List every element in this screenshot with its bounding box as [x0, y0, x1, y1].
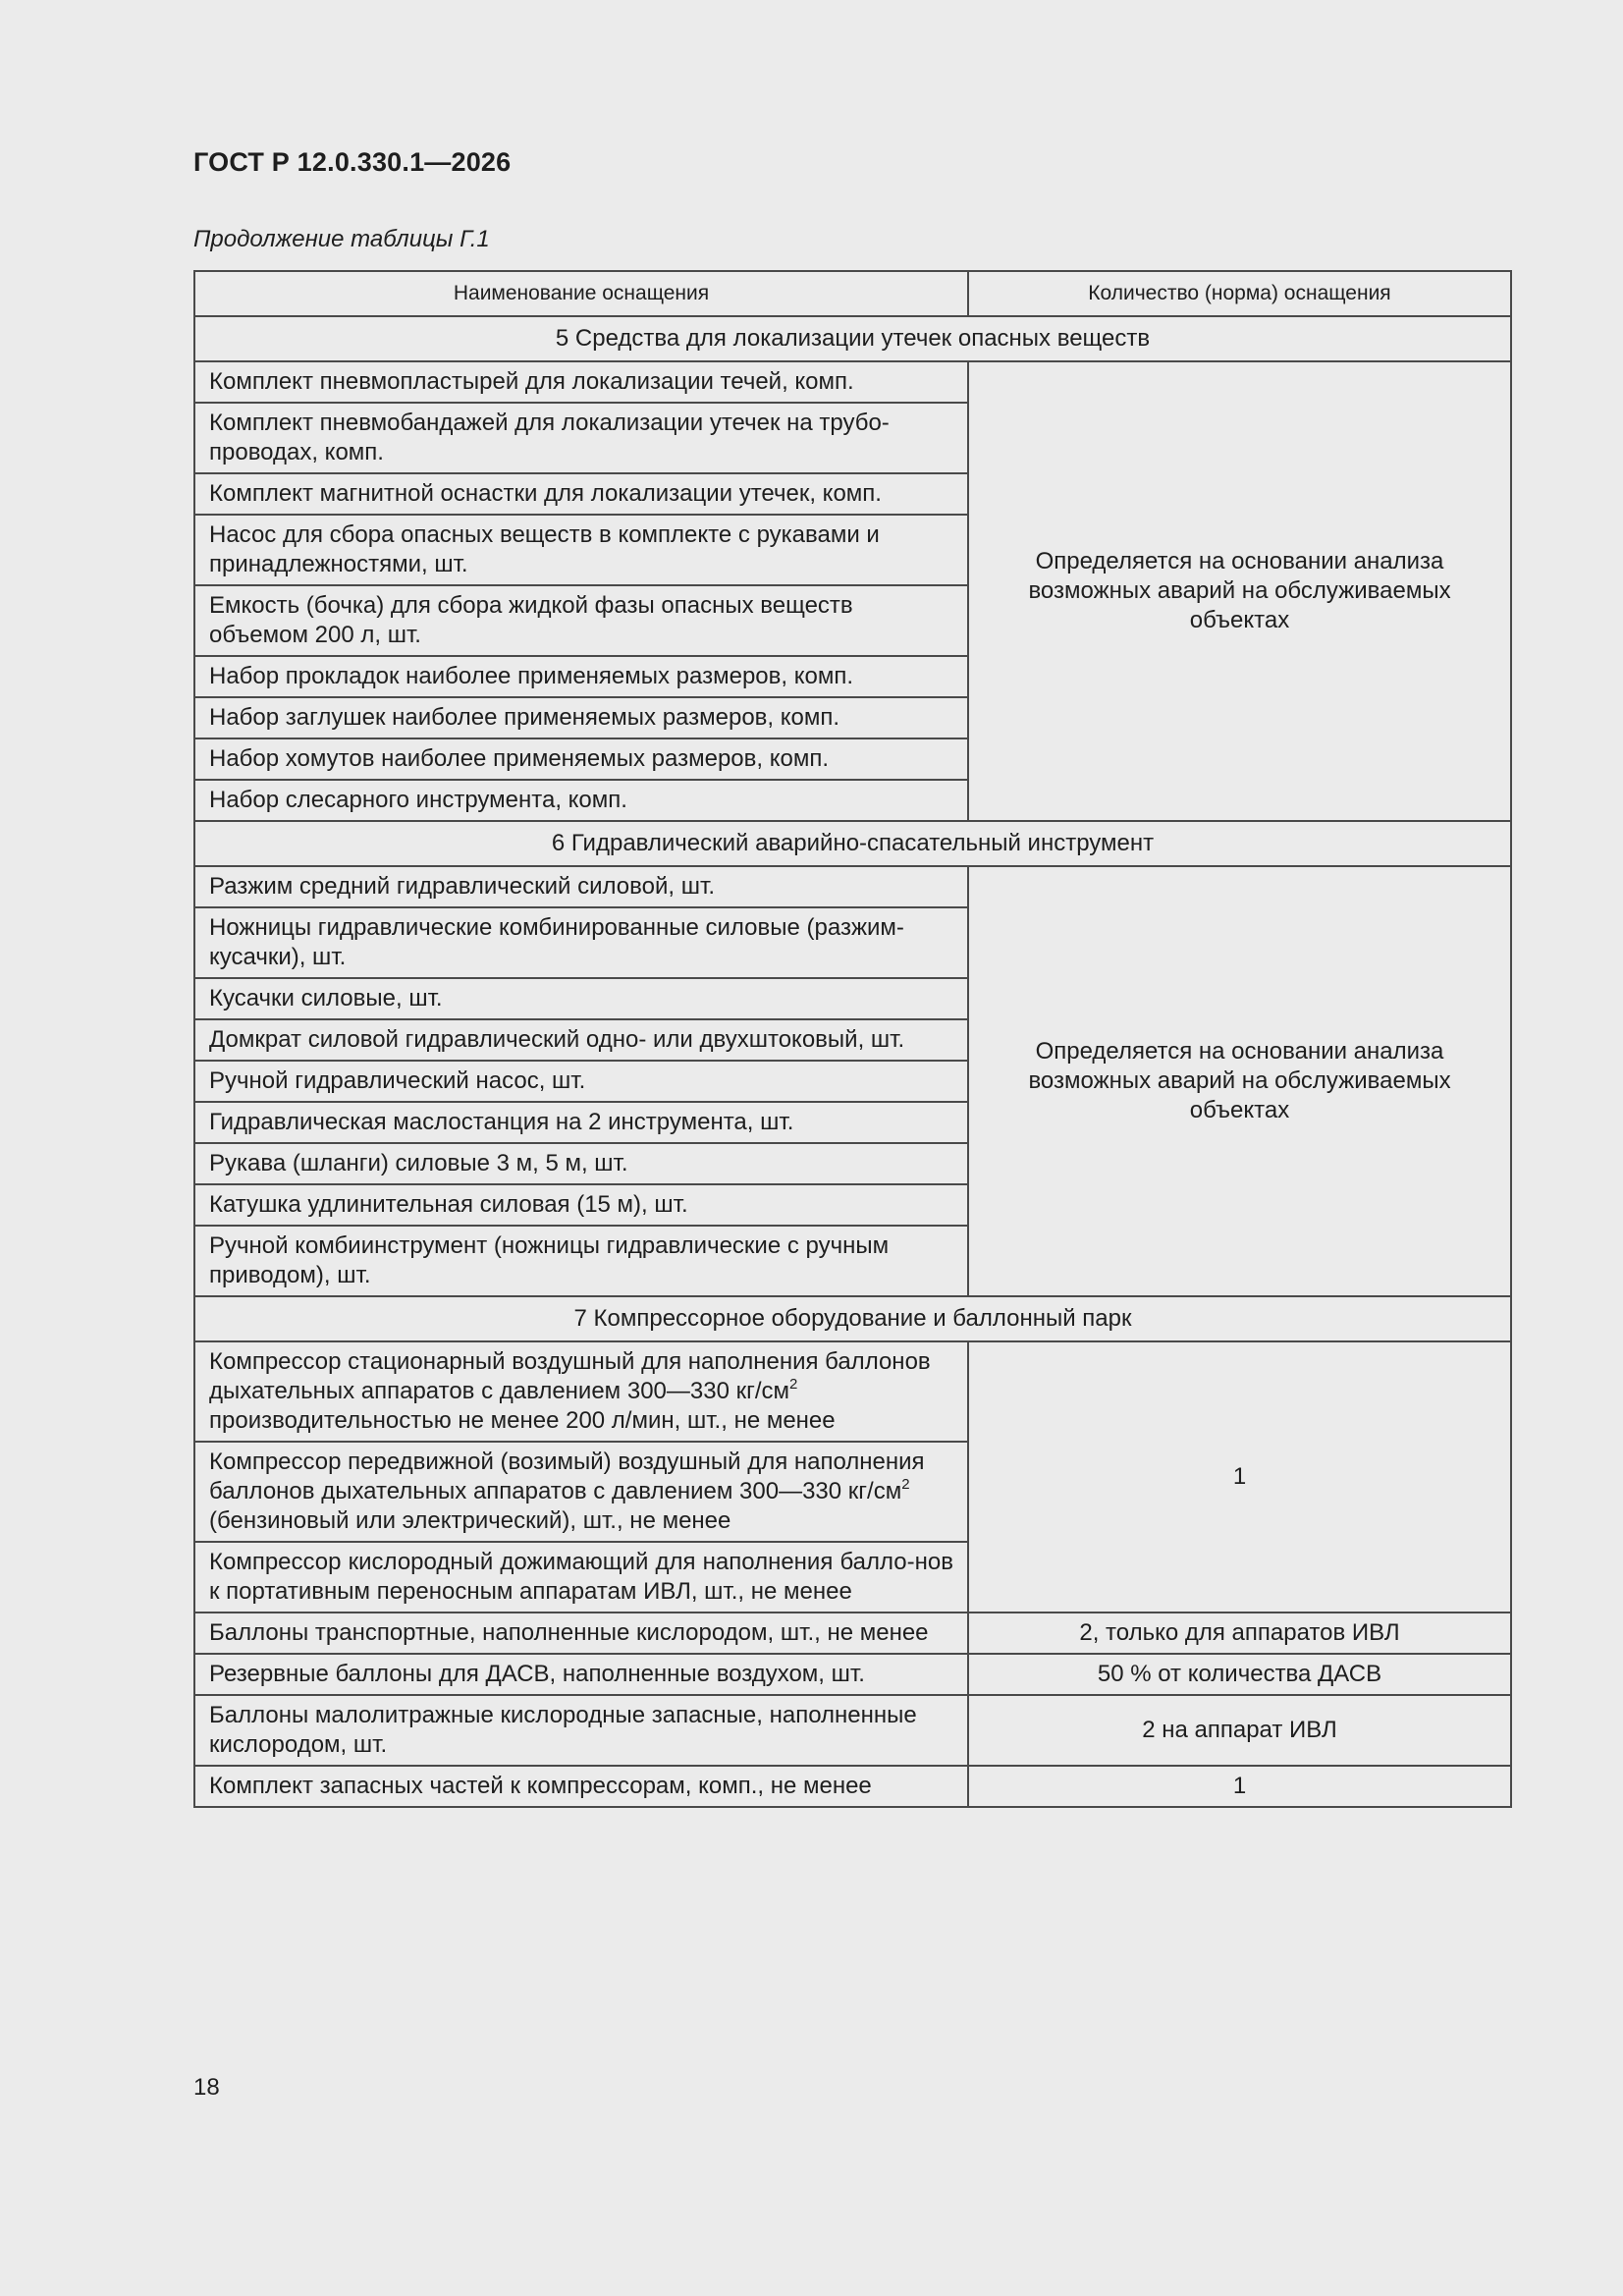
item-name: Кусачки силовые, шт.: [194, 978, 968, 1019]
item-name: Разжим средний гидравлический силовой, шт.: [194, 866, 968, 907]
table-row: [194, 866, 1511, 907]
item-name: Баллоны малолитражные кислородные запасные, наполненные кислородом, шт.: [194, 1695, 968, 1766]
item-name-text: (бензиновый или электрический), шт., не менее: [209, 1507, 731, 1534]
column-header-norm: Количество (норма) оснащения: [968, 271, 1511, 316]
superscript: 2: [901, 1476, 910, 1493]
table-row: [194, 1695, 1511, 1766]
item-norm: 2, только для аппаратов ИВЛ: [968, 1613, 1511, 1654]
equipment-table: [193, 270, 1512, 1808]
item-name-text: Компрессор стационарный воздушный для наполнения баллонов дыхательных аппаратов с давлением 300—330 кг/см: [209, 1348, 931, 1404]
item-name: Ножницы гидравлические комбинированные силовые (разжим-кусачки), шт.: [194, 907, 968, 978]
item-name: [194, 1341, 968, 1442]
superscript: 2: [789, 1376, 798, 1393]
item-name: Катушка удлинительная силовая (15 м), шт.: [194, 1184, 968, 1226]
item-name: Гидравлическая маслостанция на 2 инструмента, шт.: [194, 1102, 968, 1143]
item-name: Домкрат силовой гидравлический одно- или двухштоковый, шт.: [194, 1019, 968, 1061]
table-row: [194, 1766, 1511, 1807]
item-name: Набор слесарного инструмента, комп.: [194, 780, 968, 821]
section-row: [194, 316, 1511, 361]
table-row: [194, 1341, 1511, 1442]
column-header-name: Наименование оснащения: [194, 271, 968, 316]
item-norm: 2 на аппарат ИВЛ: [968, 1695, 1511, 1766]
item-name: Компрессор кислородный дожимающий для наполнения балло-нов к портативным переносным аппаратам ИВЛ, шт., не менее: [194, 1542, 968, 1613]
item-name-text: Компрессор передвижной (возимый) воздушный для наполнения баллонов дыхательных аппаратов с давлением 300—330 кг/см: [209, 1449, 925, 1504]
table-row: [194, 361, 1511, 403]
item-name: Ручной гидравлический насос, шт.: [194, 1061, 968, 1102]
item-name: Ручной комбиинструмент (ножницы гидравлические с ручным приводом), шт.: [194, 1226, 968, 1296]
item-name: Комплект запасных частей к компрессорам, комп., не менее: [194, 1766, 968, 1807]
item-name: Набор прокладок наиболее применяемых размеров, комп.: [194, 656, 968, 697]
table-row: [194, 1654, 1511, 1695]
section-row: [194, 1296, 1511, 1341]
item-norm: Определяется на основании анализа возможных аварий на обслуживаемых объектах: [968, 866, 1511, 1296]
item-name: Емкость (бочка) для сбора жидкой фазы опасных веществ объемом 200 л, шт.: [194, 585, 968, 656]
item-name: Насос для сбора опасных веществ в комплекте с рукавами и принадлежностями, шт.: [194, 515, 968, 585]
page-number: 18: [193, 2074, 220, 2101]
item-norm: 50 % от количества ДАСВ: [968, 1654, 1511, 1695]
item-name: Комплект пневмобандажей для локализации утечек на трубо-проводах, комп.: [194, 403, 968, 473]
item-name: Комплект пневмопластырей для локализации течей, комп.: [194, 361, 968, 403]
item-name: [194, 1442, 968, 1542]
section-row: [194, 821, 1511, 866]
item-norm: 1: [968, 1766, 1511, 1807]
table-row: [194, 1613, 1511, 1654]
section-title: 6 Гидравлический аварийно-спасательный инструмент: [194, 821, 1511, 866]
item-name: Набор хомутов наиболее применяемых размеров, комп.: [194, 738, 968, 780]
item-name: Рукава (шланги) силовые 3 м, 5 м, шт.: [194, 1143, 968, 1184]
document-code: ГОСТ Р 12.0.330.1—2026: [193, 147, 512, 177]
table-header-row: [194, 271, 1511, 316]
item-norm: 1: [968, 1341, 1511, 1613]
section-title: 5 Средства для локализации утечек опасных веществ: [194, 316, 1511, 361]
item-name: Комплект магнитной оснастки для локализации утечек, комп.: [194, 473, 968, 515]
item-name-text: производительностью не менее 200 л/мин, шт., не менее: [209, 1407, 836, 1434]
table-caption: Продолжение таблицы Г.1: [193, 226, 490, 252]
item-norm: Определяется на основании анализа возможных аварий на обслуживаемых объектах: [968, 361, 1511, 821]
item-name: Набор заглушек наиболее применяемых размеров, комп.: [194, 697, 968, 738]
item-name: Баллоны транспортные, наполненные кислородом, шт., не менее: [194, 1613, 968, 1654]
section-title: 7 Компрессорное оборудование и баллонный парк: [194, 1296, 1511, 1341]
item-name: Резервные баллоны для ДАСВ, наполненные воздухом, шт.: [194, 1654, 968, 1695]
